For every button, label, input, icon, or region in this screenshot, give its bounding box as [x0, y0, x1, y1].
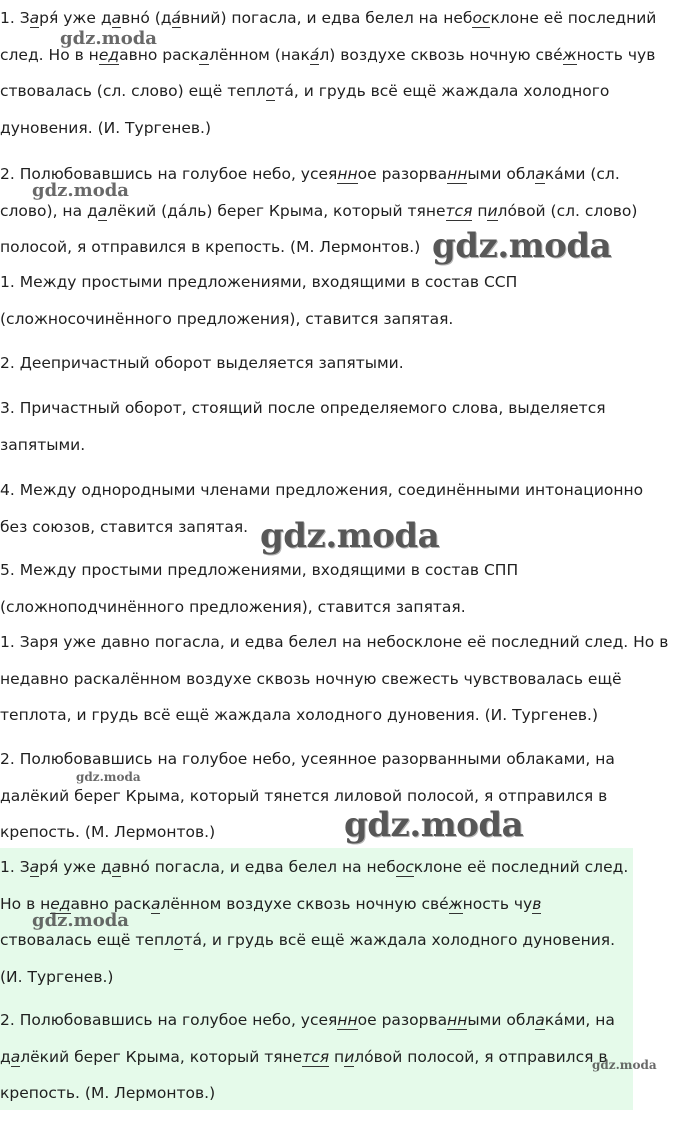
annotated-sentence-2: 2. Полюбовавшись на голубое небо, усеянное разорванными облака́ми (сл. слово), на далёкий (да́ль) берег Крыма, который тянется пило́вой (сл. слово) полосой, я отправился в крепость. (М. Лермонтов.)	[0, 165, 638, 256]
watermark: gdz.moda	[32, 910, 129, 931]
rule-item: 4. Между однородными членами предложения, соединёнными интонационно без союзов, ставится запятая.	[0, 481, 644, 536]
plain-sentence-2: 2. Полюбовавшись на голубое небо, усеянное разорванными облаками, на далёкий берег Крыма, который тянется лиловой полосой, я отправился в крепость. (М. Лермонтов.)	[0, 750, 615, 841]
watermark: gdz.moda	[32, 180, 129, 201]
rule-item: 2. Деепричастный оборот выделяется запятыми.	[0, 354, 404, 372]
annotated-sentence-1: 1. Заря́ уже давно́ (да́вний) погасла, и едва белел на небосклоне её последний след. Но в недавно раскалённом (нака́л) воздухе сквозь ночную свéжность чув ствовалась (сл. слово) ещё теплотá, и грудь всё ещё жаждала холодного дуновения. (И. Тургенев.)	[0, 9, 657, 137]
watermark: gdz.moda	[76, 770, 141, 784]
watermark: gdz.moda	[60, 28, 157, 49]
plain-sentence-1: 1. Заря уже давно погасла, и едва белел на небосклоне её последний след. Но в недавно раскалённом воздухе сквозь ночную свежесть чувствовалась ещё теплота, и грудь всё ещё жаждала холодного дуновения. (И. Тургенев.)	[0, 633, 669, 724]
answer-sentence-1: 1. Заря́ уже давно́ погасла, и едва белел на небосклоне её последний след. Но в недавно раскалённом воздухе сквозь ночную свéжность чув ствовалась ещё теплотá, и грудь всё ещё жаждала холодного дуновения. (И. Тургенев.)	[0, 858, 629, 986]
rule-item: 5. Между простыми предложениями, входящими в состав СПП (сложноподчинённого предложения), ставится запятая.	[0, 561, 519, 616]
watermark: gdz.moda	[260, 516, 440, 556]
rule-item: 3. Причастный оборот, стоящий после определяемого слова, выделяется запятыми.	[0, 399, 606, 454]
watermark: gdz.moda	[592, 1058, 657, 1072]
watermark: gdz.moda	[432, 226, 612, 266]
watermark: gdz.moda	[344, 805, 524, 845]
rule-item: 1. Между простыми предложениями, входящими в состав ССП (сложносочинённого предложения), ставится запятая.	[0, 273, 518, 328]
answer-sentence-2: 2. Полюбовавшись на голубое небо, усеянное разорванными облака́ми, на далёкий берег Крыма, который тянется пило́вой полосой, я отправился в крепость. (М. Лермонтов.)	[0, 1011, 615, 1102]
